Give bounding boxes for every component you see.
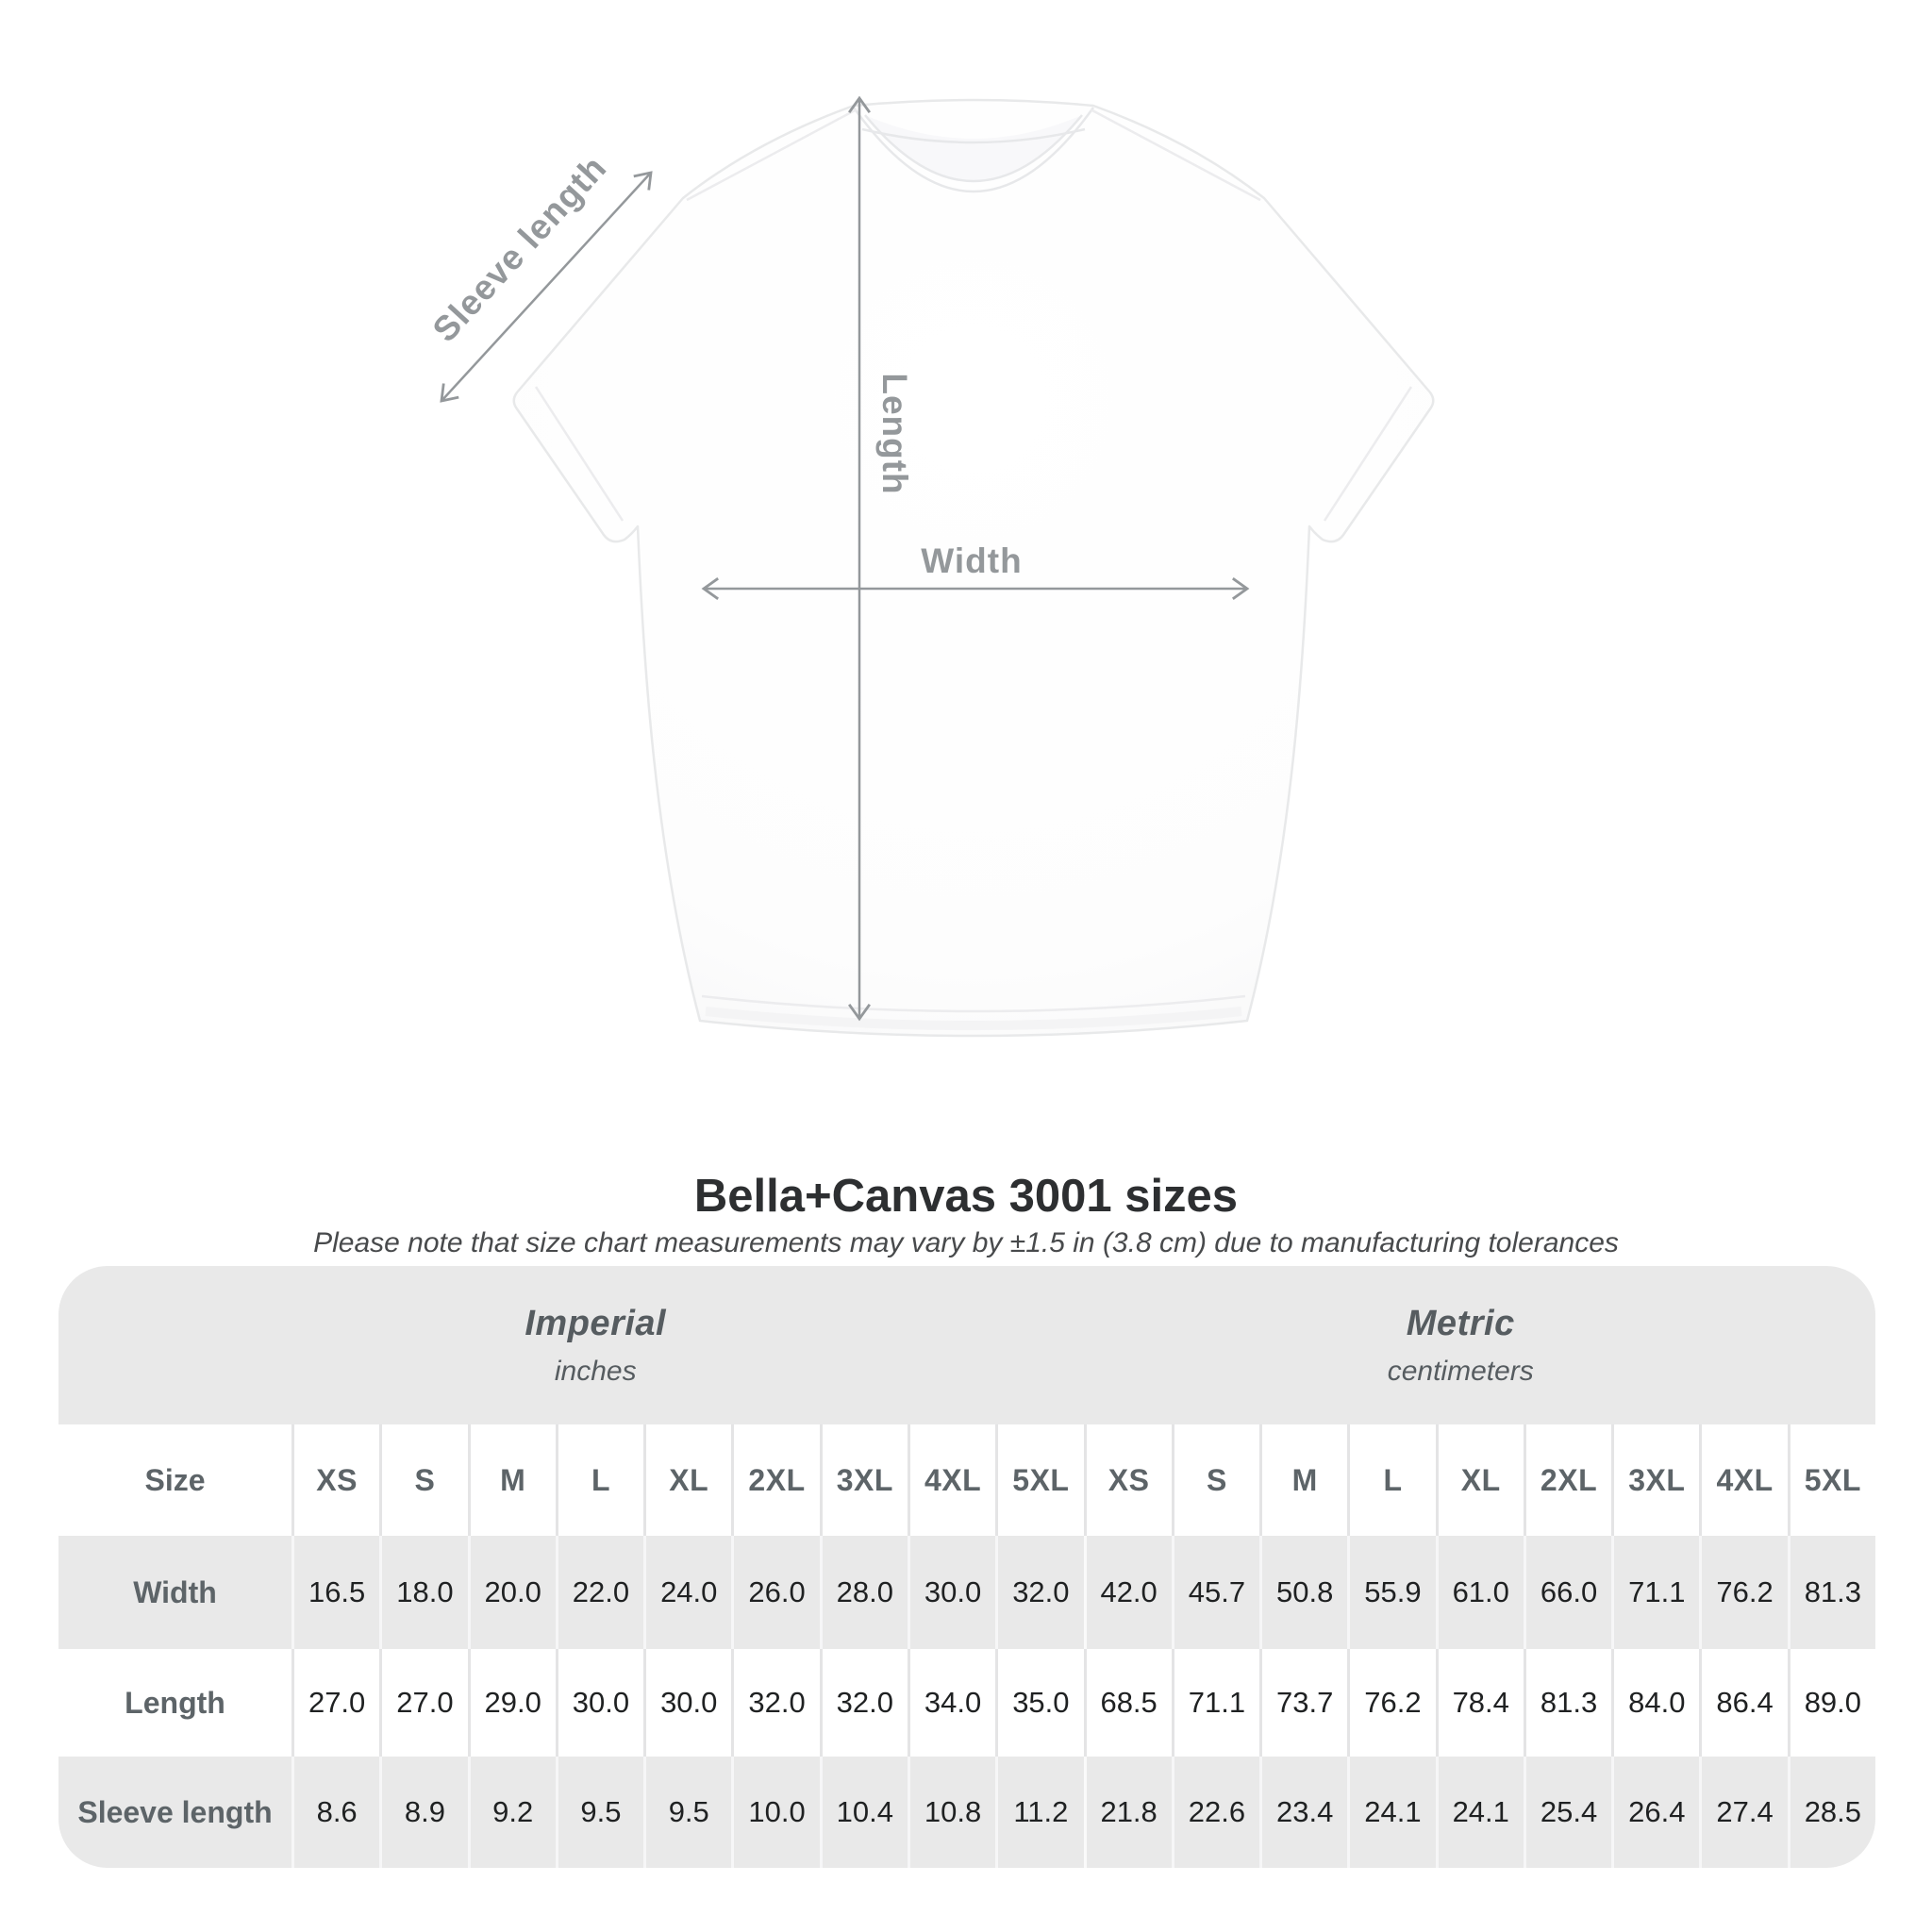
- measurement-cell: 66.0: [1524, 1536, 1611, 1649]
- measurement-cell: 45.7: [1172, 1536, 1259, 1649]
- measurement-cell: 18.0: [379, 1536, 467, 1649]
- measurement-cell: 73.7: [1259, 1649, 1347, 1757]
- measurement-cell: 32.0: [995, 1536, 1083, 1649]
- measurement-cell: 76.2: [1347, 1649, 1435, 1757]
- measurement-cell: 9.5: [643, 1757, 731, 1868]
- size-header-cell: 4XL: [908, 1424, 995, 1536]
- measurement-cell: 27.0: [291, 1649, 379, 1757]
- size-header-cell: 3XL: [820, 1424, 908, 1536]
- measurement-cell: 32.0: [820, 1649, 908, 1757]
- measurement-cell: 29.0: [468, 1649, 556, 1757]
- metric-group-header: [1084, 1266, 1876, 1424]
- size-header-cell: 3XL: [1611, 1424, 1699, 1536]
- measurement-cell: 11.2: [995, 1757, 1083, 1868]
- size-header-cell: 5XL: [995, 1424, 1083, 1536]
- size-column-header: Size: [58, 1424, 291, 1536]
- measurement-cell: 23.4: [1259, 1757, 1347, 1868]
- measurement-cell: 68.5: [1084, 1649, 1172, 1757]
- size-header-cell: S: [379, 1424, 467, 1536]
- measurement-cell: 71.1: [1172, 1649, 1259, 1757]
- row-label: Length: [58, 1649, 291, 1757]
- measurement-cell: 28.5: [1788, 1757, 1875, 1868]
- measurement-cell: 21.8: [1084, 1757, 1172, 1868]
- measurement-cell: 27.4: [1699, 1757, 1787, 1868]
- metric-title: Metric: [1406, 1303, 1515, 1343]
- measurement-cell: 10.8: [908, 1757, 995, 1868]
- measurement-cell: 61.0: [1436, 1536, 1524, 1649]
- measurement-cell: 84.0: [1611, 1649, 1699, 1757]
- imperial-group-header: [58, 1266, 1084, 1424]
- size-header-cell: XS: [1084, 1424, 1172, 1536]
- measurement-cell: 30.0: [556, 1649, 643, 1757]
- measurement-cell: 24.1: [1436, 1757, 1524, 1868]
- measurement-cell: 27.0: [379, 1649, 467, 1757]
- measurement-cell: 20.0: [468, 1536, 556, 1649]
- metric-unit: centimeters: [1387, 1355, 1534, 1387]
- measurement-cell: 50.8: [1259, 1536, 1347, 1649]
- length-label: Length: [875, 373, 914, 495]
- size-header-cell: XL: [1436, 1424, 1524, 1536]
- size-header-cell: 2XL: [1524, 1424, 1611, 1536]
- measurement-cell: 9.2: [468, 1757, 556, 1868]
- size-header-cell: 5XL: [1788, 1424, 1875, 1536]
- measurement-cell: 81.3: [1788, 1536, 1875, 1649]
- measurement-cell: 32.0: [731, 1649, 819, 1757]
- measurement-cell: 34.0: [908, 1649, 995, 1757]
- measurement-cell: 89.0: [1788, 1649, 1875, 1757]
- imperial-title: Imperial: [525, 1303, 667, 1343]
- measurement-cell: 8.9: [379, 1757, 467, 1868]
- measurement-cell: 71.1: [1611, 1536, 1699, 1649]
- size-header-cell: L: [556, 1424, 643, 1536]
- sleeve-length-label: Sleeve length: [425, 147, 614, 350]
- measurement-cell: 55.9: [1347, 1536, 1435, 1649]
- measurement-cell: 81.3: [1524, 1649, 1611, 1757]
- measurement-cell: 76.2: [1699, 1536, 1787, 1649]
- measurement-cell: 10.4: [820, 1757, 908, 1868]
- size-chart-table: [58, 1266, 1875, 1868]
- row-label: Sleeve length: [58, 1757, 291, 1868]
- tolerance-note: Please note that size chart measurements may vary by ±1.5 in (3.8 cm) due to manufacturing tolerances: [313, 1227, 1619, 1258]
- measurement-cell: 26.4: [1611, 1757, 1699, 1868]
- measurement-cell: 16.5: [291, 1536, 379, 1649]
- size-header-cell: L: [1347, 1424, 1435, 1536]
- measurement-cell: 86.4: [1699, 1649, 1787, 1757]
- measurement-cell: 8.6: [291, 1757, 379, 1868]
- measurement-cell: 30.0: [643, 1649, 731, 1757]
- measurement-cell: 30.0: [908, 1536, 995, 1649]
- measurement-cell: 25.4: [1524, 1757, 1611, 1868]
- measurement-cell: 22.6: [1172, 1757, 1259, 1868]
- measurement-cell: 24.0: [643, 1536, 731, 1649]
- measurement-cell: 10.0: [731, 1757, 819, 1868]
- size-header-cell: XS: [291, 1424, 379, 1536]
- measurement-cell: 42.0: [1084, 1536, 1172, 1649]
- row-label: Width: [58, 1536, 291, 1649]
- page-title: Bella+Canvas 3001 sizes: [693, 1170, 1239, 1222]
- size-header-cell: XL: [643, 1424, 731, 1536]
- measurement-cell: 78.4: [1436, 1649, 1524, 1757]
- size-header-cell: S: [1172, 1424, 1259, 1536]
- size-header-cell: 4XL: [1699, 1424, 1787, 1536]
- measurement-cell: 28.0: [820, 1536, 908, 1649]
- measurement-cell: 26.0: [731, 1536, 819, 1649]
- measurement-cell: 22.0: [556, 1536, 643, 1649]
- measurement-cell: 24.1: [1347, 1757, 1435, 1868]
- measurement-cell: 35.0: [995, 1649, 1083, 1757]
- size-header-cell: M: [468, 1424, 556, 1536]
- imperial-unit: inches: [554, 1355, 637, 1387]
- width-label: Width: [921, 541, 1023, 580]
- measurement-cell: 9.5: [556, 1757, 643, 1868]
- size-header-cell: 2XL: [731, 1424, 819, 1536]
- size-header-cell: M: [1259, 1424, 1347, 1536]
